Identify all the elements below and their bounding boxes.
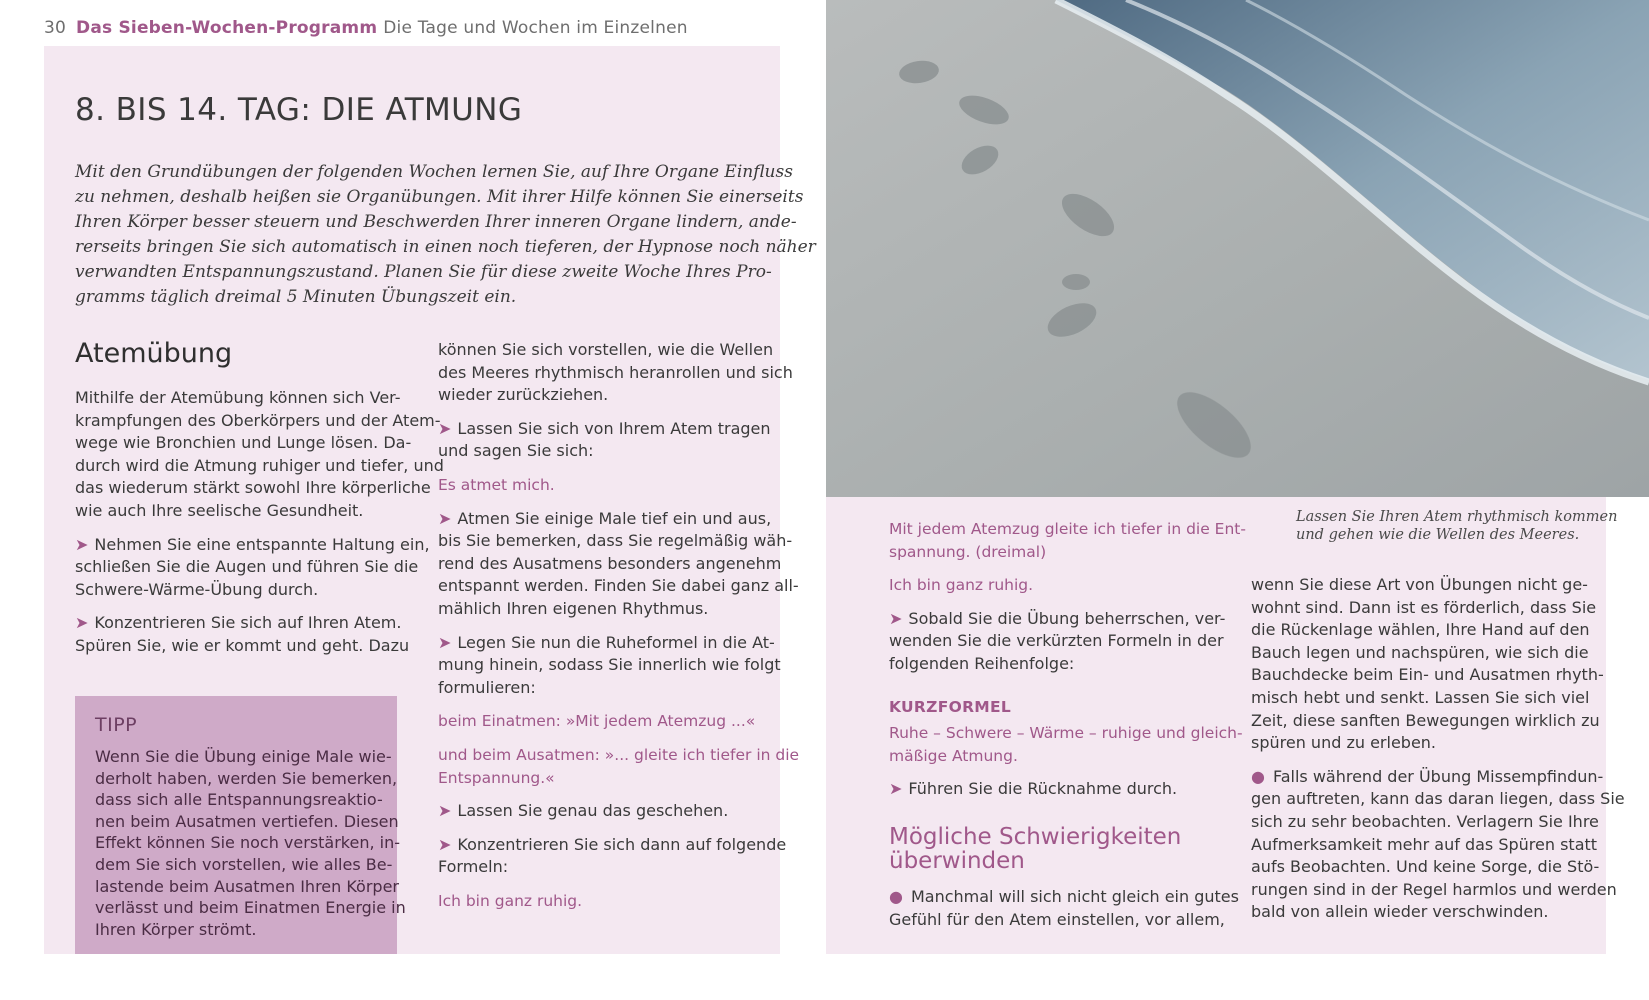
- column-3-bullet: [889, 886, 1239, 942]
- column-1: [75, 387, 444, 669]
- arrow-icon: ➤: [75, 613, 89, 633]
- bullet-dot-icon: ●: [1251, 766, 1265, 786]
- arrow-icon: ➤: [438, 418, 452, 438]
- kurzformel-title: KURZFORMEL: [889, 697, 1012, 716]
- kurzformel-text: Ruhe – Schwere – Wärme – ruhige und gleich- mäßige Atmung.: [889, 724, 1243, 765]
- formula: Es atmet mich.: [438, 475, 555, 494]
- intro-line: zu nehmen, deshalb heißen sie Organübungen. Mit ihrer Hilfe können Sie einerseits: [75, 187, 804, 207]
- chapter-title: 8. BIS 14. TAG: DIE ATMUNG: [75, 92, 523, 128]
- running-header: [44, 18, 688, 38]
- bullet-item: ● Manchmal will sich nicht gleich ein gutes Gefühl für den Atem einstellen, vor allem,: [889, 887, 1239, 929]
- column-4: [1251, 574, 1625, 935]
- tipp-title: TIPP: [95, 714, 138, 736]
- formula: und beim Ausatmen: »... gleite ich tiefer in die Entspannung.«: [438, 745, 800, 787]
- intro-line: gramms täglich dreimal 5 Minuten Übungszeit ein.: [75, 287, 517, 307]
- formula: Ich bin ganz ruhig.: [889, 576, 1034, 595]
- step-item: ➤ Sobald Sie die Übung beherrschen, ver- wenden Sie die verkürzten Formeln in der folgenden Reihenfolge:: [889, 608, 1226, 673]
- intro-line: rerseits bringen Sie sich automatisch in einen noch tieferen, der Hypnose noch näher: [75, 237, 816, 257]
- step-item: ➤ Konzentrieren Sie sich dann auf folgende Formeln:: [438, 834, 787, 877]
- intro-line: verwandten Entspannungszustand. Planen Sie für diese zweite Woche Ihres Pro-: [75, 262, 772, 282]
- column-3: [889, 518, 1246, 812]
- step-item: ➤ Nehmen Sie eine entspannte Haltung ein, schließen Sie die Augen und führen Sie die Schwere-Wärme-Übung durch.: [75, 534, 430, 599]
- step-item: ➤ Konzentrieren Sie sich auf Ihren Atem. Spüren Sie, wie er kommt und geht. Dazu: [75, 613, 410, 655]
- page-number: 30: [44, 18, 67, 38]
- continuation-paragraph: wenn Sie diese Art von Übungen nicht ge- wohnt sind. Dann ist es förderlich, dass Sie die Rückenlage wählen, Ihre Hand auf den Bauch legen und nachspüren, wie sich die Bauchdecke beim Ein- und Ausatmen rhyth- misch hebt und senkt. Lassen Sie sich viel Zeit, diese sanften Bewegungen wirklich zu spüren und zu erleben.: [1251, 575, 1604, 753]
- bullet-item: ● Falls während der Übung Missempfindun- gen auftreten, kann das daran liegen, dass Sie sich zu sehr beobachten. Verlagern Sie Ihre Aufmerksamkeit mehr auf das Spüren statt aufs Beobachten. Und keine Sorge, die Stö- rungen sind in der Regel harmlos und werden bald von allein wieder verschwinden.: [1251, 766, 1625, 922]
- step-item: ➤ Legen Sie nun die Ruheformel in die At- mung hinein, sodass Sie innerlich wie folgt formulieren:: [438, 632, 781, 697]
- arrow-icon: ➤: [75, 534, 89, 554]
- step-item: ➤ Führen Sie die Rücknahme durch.: [889, 779, 1178, 799]
- header-subtitle: Die Tage und Wochen im Einzelnen: [383, 18, 688, 38]
- formula: beim Einatmen: »Mit jedem Atemzug ...«: [438, 712, 756, 731]
- column-2: [438, 339, 800, 923]
- arrow-icon: ➤: [438, 834, 452, 854]
- intro-line: Ihren Körper besser steuern und Beschwerden Ihrer inneren Organe lindern, ande-: [75, 212, 797, 232]
- step-item: ➤ Lassen Sie genau das geschehen.: [438, 801, 729, 821]
- formula: Ich bin ganz ruhig.: [438, 891, 583, 910]
- arrow-icon: ➤: [438, 632, 452, 652]
- continuation-paragraph: können Sie sich vorstellen, wie die Wellen des Meeres rhythmisch heranrollen und sich wieder zurückziehen.: [438, 340, 793, 405]
- beach-footprints-photo: [826, 0, 1649, 497]
- atemuebung-heading: Atemübung: [75, 338, 233, 369]
- arrow-icon: ➤: [438, 508, 452, 528]
- arrow-icon: ➤: [438, 801, 452, 821]
- chapter-intro: [75, 160, 816, 310]
- step-item: ➤ Lassen Sie sich von Ihrem Atem tragen und sagen Sie sich:: [438, 418, 771, 461]
- footprint: [1062, 274, 1090, 290]
- arrow-icon: ➤: [889, 779, 903, 799]
- intro-line: Mit den Grundübungen der folgenden Wochen lernen Sie, auf Ihre Organe Einfluss: [75, 162, 793, 182]
- arrow-icon: ➤: [889, 608, 903, 628]
- photo-caption: Lassen Sie Ihren Atem rhythmisch kommen und gehen wie die Wellen des Meeres.: [1296, 509, 1618, 543]
- atem-paragraph: Mithilfe der Atemübung können sich Ver- krampfungen des Oberkörpers und der Atem- wege wie Bronchien und Lunge lösen. Da- durch wird die Atmung ruhiger und tiefer, und das wiederum stärkt sowohl Ihre körperliche wie auch Ihre seelische Gesundheit.: [75, 388, 444, 520]
- schwierigkeiten-heading: Mögliche Schwierigkeiten überwinden: [889, 824, 1182, 874]
- tipp-text: Wenn Sie die Übung einige Male wie- derholt haben, werden Sie bemerken, dass sich alle Entspannungsreaktio- nen beim Ausatmen vertiefen. Diesen Effekt können Sie noch verstärken, in- dem Sie sich vorstellen, wie alles Be- lastende beim Ausatmen Ihren Körper verlässt und beim Einatmen Energie in Ihren Körper strömt.: [95, 747, 406, 939]
- formula: Mit jedem Atemzug gleite ich tiefer in die Ent- spannung. (dreimal): [889, 520, 1246, 561]
- header-section: Das Sieben-Wochen-Programm: [76, 18, 378, 38]
- step-item: ➤ Atmen Sie einige Male tief ein und aus, bis Sie bemerken, dass Sie regelmäßig wäh- rend des Ausatmens besonders angenehm entspannt werden. Finden Sie dabei ganz all- mählich Ihren eigenen Rhythmus.: [438, 508, 799, 618]
- bullet-dot-icon: ●: [889, 887, 903, 906]
